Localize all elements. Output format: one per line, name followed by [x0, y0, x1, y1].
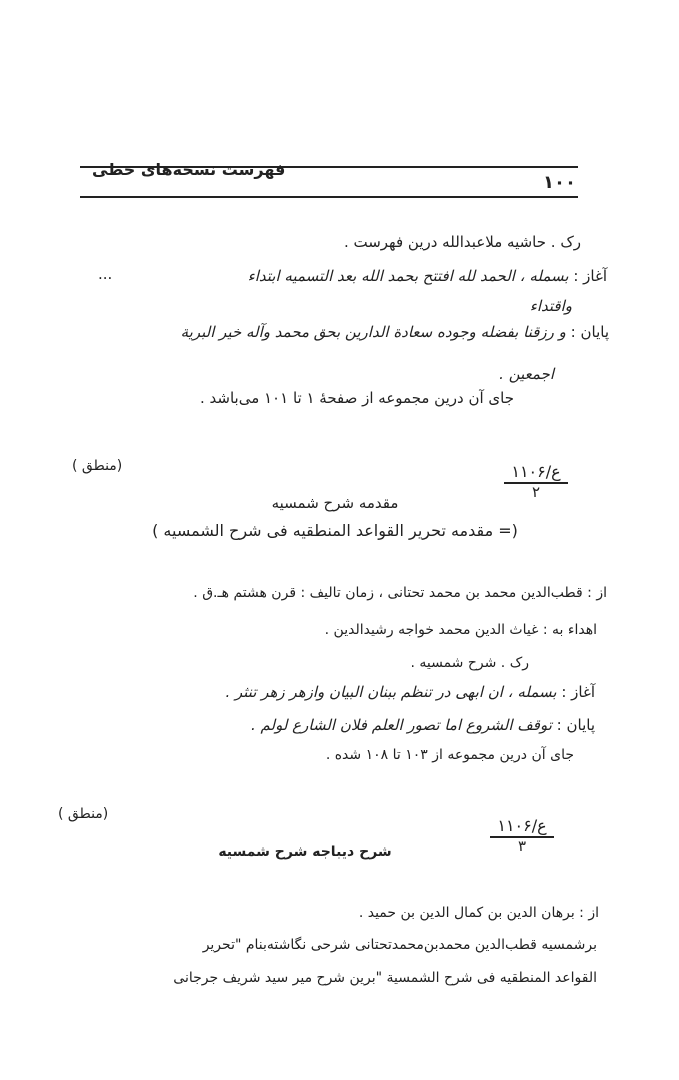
header-bottom-rule: [80, 196, 578, 198]
entry1-see-also: رک . شرح شمسیه .: [410, 655, 529, 671]
entry1-explicit-text: توقف الشروع اما تصور العلم فلان الشارع لولم .: [251, 716, 552, 734]
entry1-dedication: اهداء به : غیاث الدین محمد خواجه رشیدالدین .: [324, 622, 597, 638]
entry2-desc-line2: القواعد المنطقیه فی شرح الشمسیة "برین شرح میر سید شریف جرجانی: [173, 970, 597, 986]
prev-incipit-cont: واقتداء: [529, 297, 572, 315]
prev-incipit-text: بسمله ، الحمد لله افتتح بحمد الله بعد التسمیه ابتداء: [247, 267, 569, 285]
entry1-location: جای آن درین مجموعه از ۱۰۳ تا ۱۰۸ شده .: [325, 747, 574, 763]
entry2-author: از : برهان الدین بن کمال الدین بن حمید .: [358, 905, 599, 921]
prev-explicit-line: [181, 322, 609, 342]
entry2-code-block: [490, 816, 554, 854]
prev-explicit-label: پایان :: [570, 323, 609, 341]
prev-incipit-line: [248, 266, 607, 286]
entry1-explicit-line: [251, 715, 595, 735]
running-title: فهرست نسخه‌های خطی: [92, 160, 286, 179]
prev-incipit-label: آغاز :: [573, 267, 607, 285]
entry1-subject: (منطق ): [72, 458, 123, 474]
prev-explicit-text: و رزقنا بفضله وجوده سعادة الدارین بحق محمد وآله خیر البریة: [180, 323, 566, 341]
entry1-code: ع/۱۱۰۶: [504, 462, 568, 484]
entry1-incipit-line: [225, 682, 595, 702]
entry1-alt-title: (= مقدمه تحریر القواعد المنطقیه فی شرح الشمسیه ): [152, 521, 518, 540]
prev-location: جای آن درین مجموعه از صفحه‌ٔ ۱ تا ۱۰۱ می‌باشد .: [199, 389, 514, 407]
entry1-author: از : قطب‌الدین محمد بن محمد تحتانی ، زمان تالیف : قرن هشتم هـ.ق .: [193, 585, 607, 601]
entry1-volume: ۲: [531, 483, 541, 501]
entry2-desc-line1: برشمسیه قطب‌الدین محمدبن‌محمدتحتانی شرحی نگاشته‌بنام "تحریر: [202, 937, 597, 953]
entry2-code: ع/۱۱۰۶: [490, 816, 554, 838]
entry1-incipit-text: بسمله ، ان ابهی در تنظم ببنان البیان وازهر زهر تنثر .: [225, 683, 557, 701]
entry2-subject: (منطق ): [58, 806, 109, 822]
entry2-title: شرح دیباجه شرح شمسیه: [218, 844, 392, 860]
entry2-volume: ۳: [517, 837, 527, 855]
prev-see-also: رک . حاشیه ملاعبدالله درین فهرست .: [343, 233, 581, 251]
entry1-title: مقدمه شرح شمسیه: [271, 494, 399, 512]
prev-incipit-ellipsis: ...: [98, 265, 113, 283]
entry1-incipit-label: آغاز :: [561, 683, 595, 701]
entry1-code-block: [504, 462, 568, 500]
entry1-explicit-label: پایان :: [556, 716, 595, 734]
prev-explicit-cont: اجمعین .: [499, 365, 554, 383]
page-number: ۱۰۰: [543, 172, 576, 193]
